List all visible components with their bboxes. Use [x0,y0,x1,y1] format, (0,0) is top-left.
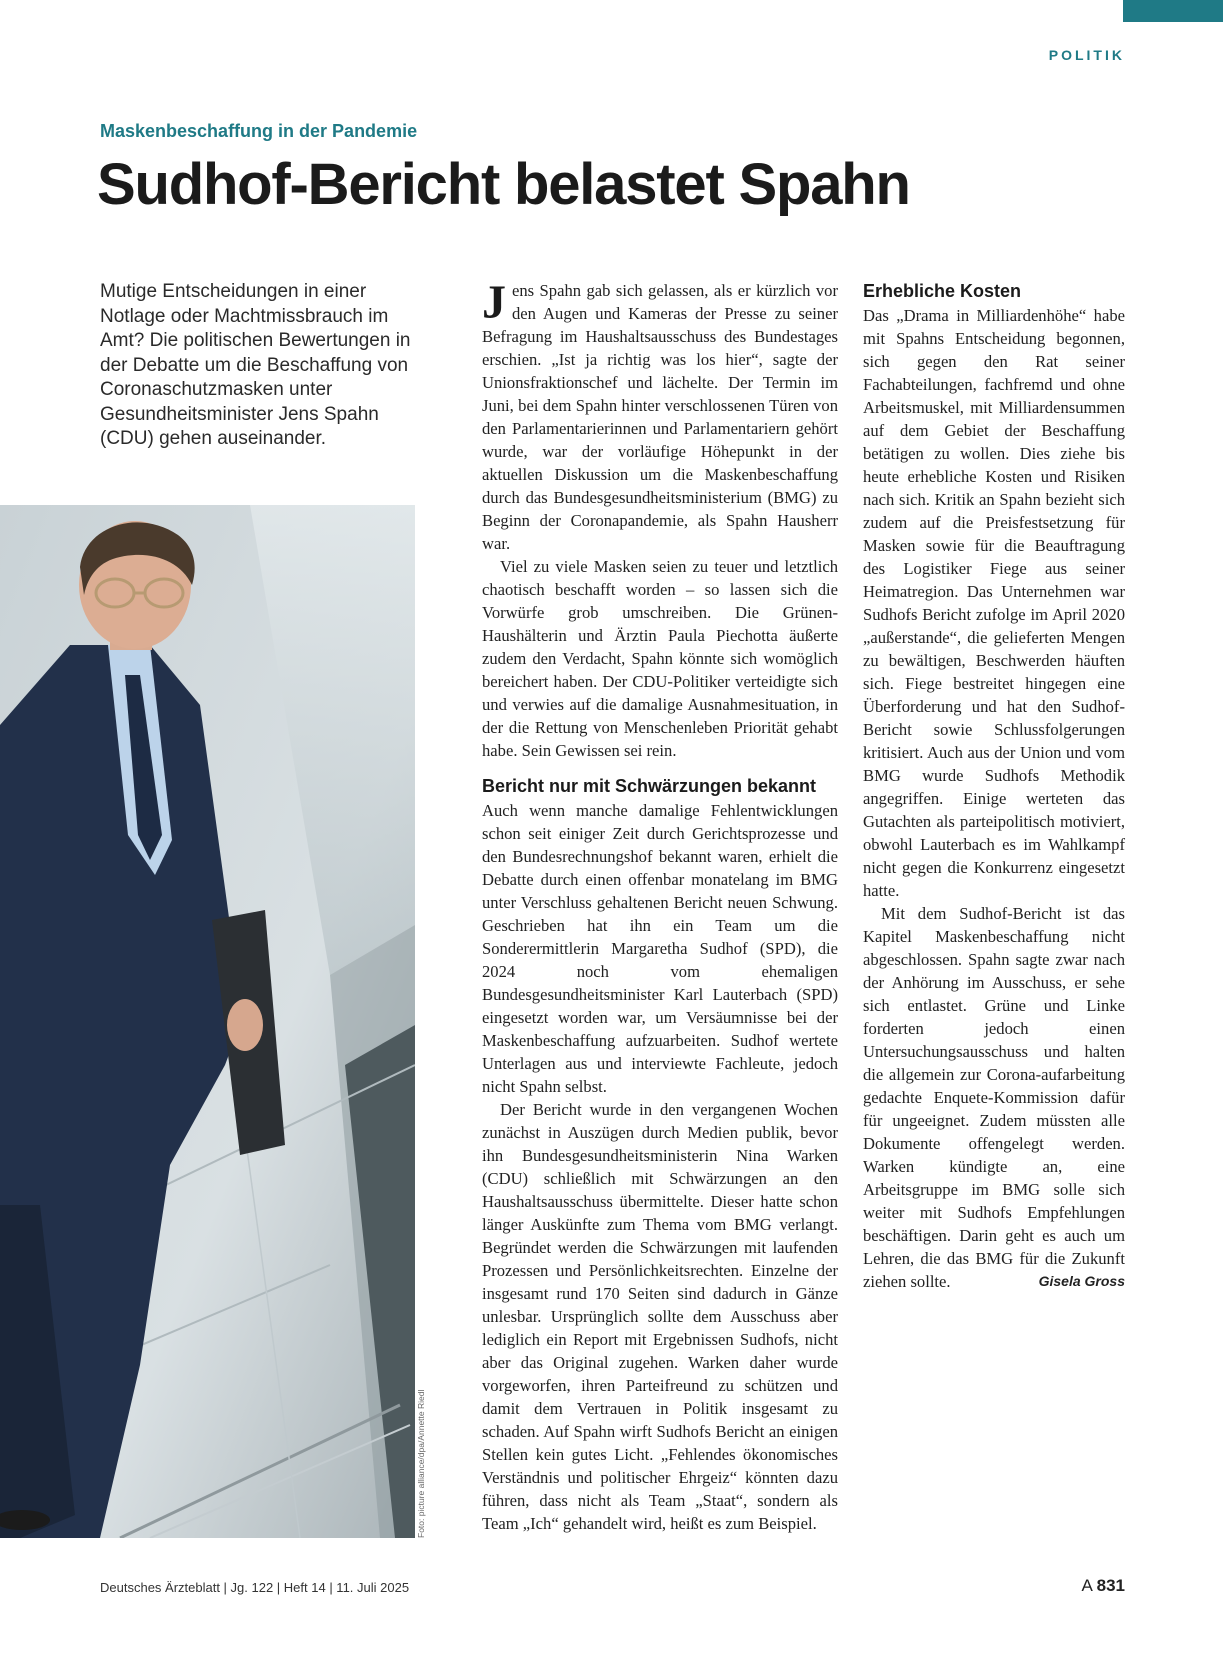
article-column-middle [482,276,838,1535]
lead-paragraph: Mutige Entscheidungen in einer Notlage oder Machtmissbrauch im Amt? Die politischen Bewertungen in der Debatte um die Beschaffung von Coronaschutzmasken unter Gesundheitsminister Jens Spahn (CDU) gehen auseinander. [100,281,411,449]
drop-cap: J [482,276,506,329]
photo-illustration [0,505,415,1538]
kicker: Maskenbeschaffung in der Pandemie [100,121,418,141]
page-prefix: A [1081,1576,1092,1595]
headline: Sudhof-Bericht belastet Spahn [97,152,910,217]
journal-footer: Deutsches Ärzteblatt | Jg. 122 | Heft 14 | 11. Juli 2025 [100,1580,410,1595]
article-paragraph-text: Mit dem Sudhof-Bericht ist das Kapitel Maskenbeschaffung nicht abgeschlossen. Spahn sagte zwar nach der Anhörung im Ausschuss, er sehe sich entlastet. Grüne und Linke forderten jedoch einen Untersuchungsausschuss und halten die allgemein zur Corona-aufarbeitung gedachte Enquete-Kommission dafür für ungeeignet. Zudem müssten alle Dokumente offengelegt werden. Warken kündigte an, eine Arbeitsgruppe im BMG solle sich weiter mit Sudhofs Empfehlungen beschäftigen. Darin geht es auch um Lehren, die das BMG für die Zukunft ziehen sollte. [863,904,1125,1291]
subheading: Erhebliche Kosten [863,281,1022,301]
article-paragraph [482,276,838,555]
page-number [1030,1576,1125,1596]
article-photo [0,505,415,1538]
article-paragraph: Auch wenn manche damalige Fehlentwicklungen schon seit einiger Zeit durch Gerichtsprozesse und den Bundesrechnungshof bekannt waren, erhielt die Debatte durch einen offenbar monatelang im BMG unter Verschluss gehaltenen Bericht neuen Schwung. Geschrieben hat ihn ein Team um die Sonderermittlerin Margaretha Sudhof (SPD), die 2024 noch vom ehemaligen Bundesgesundheitsminister Karl Lauterbach (SPD) eingesetzt worden war, um Versäumnisse bei der Maskenbeschaffung aufzuarbeiten. Sudhof wertete Unterlagen aus und interviewte Fachleute, jedoch nicht Spahn selbst. [482,801,838,1096]
page-number-value: 831 [1096,1576,1125,1595]
subheading: Bericht nur mit Schwärzungen bekannt [482,776,817,796]
author-name: Gisela Gross [1038,1273,1125,1289]
article-paragraph: Das „Drama in Milliardenhöhe“ habe mit Spahns Entscheidung begonnen, sich gegen den Rat seiner Fachabteilungen, fachfremd und ohne Arbeitsmuskel, mit Milliardensummen auf dem Gebiet der Beschaffung betätigen zu wollen. Dies ziehe bis heute erhebliche Kosten und Risiken nach sich. Kritik an Spahn bezieht sich zudem auf die Preisfestsetzung für Masken sowie für die Beauftragung des Logistiker Fiege aus seiner Heimatregion. Das Unternehmen war Sudhofs Bericht zufolge im April 2020 „außerstande“, die gelieferten Mengen zu bewältigen, Beschwerden häuften sich. Fiege bestreitet hingegen eine Überforderung und hat den Sudhof-Bericht sowie Schlussfolgerungen kritisiert. Auch aus der Union und vom BMG wurde Sudhofs Methodik angegriffen. Einige werteten das Gutachten als parteipolitisch motiviert, obwohl Lauterbach es im Wahlkampf nicht gegen die Konkurrenz eingesetzt hatte. [863,306,1125,900]
article-paragraph-text: ens Spahn gab sich gelassen, als er kürzlich vor den Augen und Kameras der Presse zu seiner Befragung im Haushaltsausschuss des Bundestages erschien. „Ist ja richtig was los hier“, sagte der Unionsfraktionschef und lächelte. Der Termin im Juni, bei dem Spahn hinter verschlossenen Türen von den Parlamentarierinnen und Parlamentariern gehört wurde, war der vorläufige Höhepunkt in der aktuellen Diskussion um die Maskenbeschaffung durch das Bundesgesundheitsministerium (BMG) zu Beginn der Coronapandemie, als Spahn Hausherr war. [482,281,838,553]
article-paragraph: Viel zu viele Masken seien zu teuer und letztlich chaotisch beschafft worden – so lassen sich die Vorwürfe grob umschreiben. Die Grünen-Haushälterin und Ärztin Paula Piechotta äußerte zudem den Verdacht, Spahn könnte sich womöglich bereichert haben. Der CDU-Politiker verteidigte sich und verwies auf die damalige Ausnahmesituation, in der die Rettung von Menschenleben Priorität gehabt habe. Sein Gewissen sei rein. [482,557,838,760]
article-paragraph [863,902,1125,1293]
article-paragraph: Der Bericht wurde in den vergangenen Wochen zunächst in Auszügen durch Medien publik, bevor ihn Bundesgesundheitsministerin Nina Warken (CDU) schließlich mit Schwärzungen an den Haushaltsausschuss übermittelte. Dieser hatte schon länger Auskünfte zum Thema vom BMG verlangt. Begründet werden die Schwärzungen mit laufenden Prozessen und Persönlichkeitsrechten. Einzelne der insgesamt rund 170 Seiten sind dadurch in Gänze unlesbar. Ursprünglich sollte dem Ausschuss aber lediglich ein Report mit Ergebnissen Sudhofs, nicht aber das Original zugehen. Warken daher wurde vorgeworfen, ihren Parteifreund zu schützen und damit dem Vertrauen in Politik insgesamt zu schaden. Auf Spahn wirft Sudhofs Bericht an einigen Stellen kein gutes Licht. „Fehlendes ökonomisches Verständnis und politischer Ehrgeiz“ könnten dazu führen, dass nicht als Team „Staat“, sondern als Team „Ich“ gehandelt wird, heißt es zum Beispiel. [482,1100,838,1533]
photo-credit: Foto: picture alliance/dpa/Annette Riedl [416,1389,426,1538]
article-column-right [863,279,1125,1293]
section-label: POLITIK [1048,47,1125,63]
accent-corner-bar [1123,0,1223,22]
